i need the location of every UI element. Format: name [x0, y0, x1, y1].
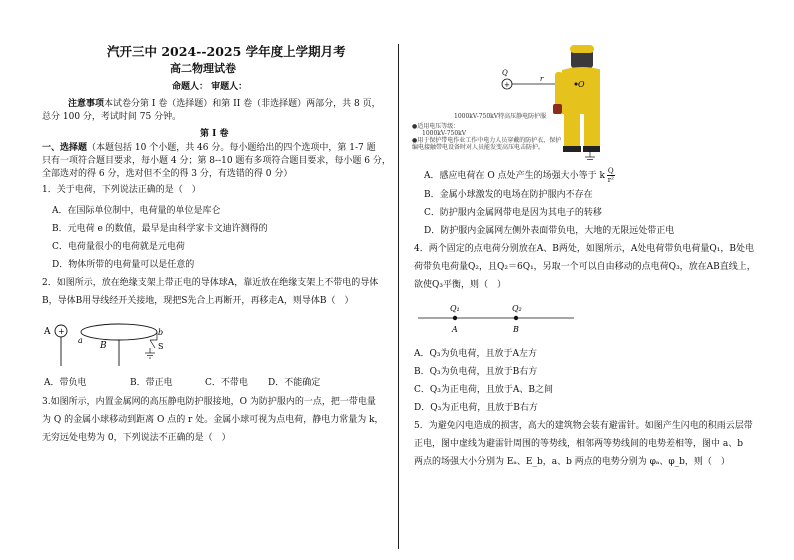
q2-fig-label-a: A — [44, 327, 51, 337]
q3-option-d: D．防护服内金属网左侧外表面带负电，大地的无限远处带正电 — [424, 226, 675, 236]
q4-fig-label-q2: Q₂ — [512, 304, 522, 313]
section-intro-3: 全部选对的得 6 分，选对但不全的得 3 分，有选错的得 0 分） — [42, 169, 293, 179]
q1-option-b: B．元电荷 e 的数值，最早是由科学家卡文迪许测得的 — [52, 224, 268, 234]
exam-authors: 命题人： 审题人： — [172, 82, 248, 92]
q1-stem: 1．关于电荷，下列说法正确的是（ ） — [42, 185, 201, 195]
q4-fig-label-b: B — [513, 325, 519, 334]
suit-caption: 1000kV-750kV特高压静电防护服 — [454, 113, 547, 120]
conductor-b — [81, 324, 157, 340]
q1-option-c: C．电荷量很小的电荷就是元电荷 — [52, 242, 185, 252]
suit-body — [562, 67, 600, 114]
q4-stem-1: 4．两个固定的点电荷分别放在A、B两处，如图所示，A处电荷带负电荷量Q₁，B处电 — [414, 244, 754, 254]
suit-boot-left — [563, 146, 581, 152]
q4-figure — [414, 300, 584, 336]
notice-line-1: 注意事项本试卷分第 I 卷（选择题）和第 II 卷（非选择题）两部分，共 8 页， — [68, 99, 381, 109]
q3-fig-label-o: O — [578, 80, 585, 89]
q1-option-a: A．在国际单位制中，电荷量的单位是库仑 — [52, 206, 221, 216]
q3-fig-label-r: r — [540, 75, 544, 83]
q4-stem-3: 欲使Q₃平衡，则（ ） — [414, 280, 506, 290]
column-divider — [398, 44, 399, 549]
suit-leg-right — [584, 114, 600, 148]
q4-option-b: B．Q₃为负电荷，且放于B右方 — [414, 367, 538, 377]
q4-option-d: D．Q₃为正电荷，且放于B右方 — [414, 403, 538, 413]
q1-option-d: D．物体所带的电荷量可以是任意的 — [52, 260, 195, 270]
q5-stem-3: 两点的场强大小分别为 Eₐ、E_b，a、b 两点的电势分别为 φₐ、φ_b，则（ ） — [414, 457, 730, 467]
q2-fig-plus: + — [58, 327, 65, 336]
q2-option-b: B．带正电 — [130, 378, 173, 388]
q2-stem-2: B，导体B用导线经开关接地，现把S先合上再断开，再移走A，则导体B（ ） — [42, 296, 354, 306]
section-intro-label: 一、选择题 — [42, 143, 88, 153]
q2-option-a: A．带负电 — [44, 378, 87, 388]
q3-option-a: A．感应电荷在 O 点处产生的场强大小等于 k $\frac{Q}{\text{r²}}$ — [424, 167, 614, 184]
q2-option-c: C．不带电 — [205, 378, 248, 388]
q2-fig-label-a-end: a — [78, 336, 83, 345]
q4-stem-2: 荷带负电荷量Q₂，且Q₂＝6Q₁，另取一个可以自由移动的点电荷Q₃，放在AB直线上， — [414, 262, 756, 272]
q3-stem-2: 为 Q 的金属小球移动到距离 O 点的 r 处。金属小球可视为点电荷，静电力常量为 k， — [42, 415, 384, 425]
q2-fig-label-b-end: b — [158, 328, 164, 337]
q2-fig-label-b: B — [100, 341, 107, 351]
q3-fig-plus: + — [504, 81, 510, 89]
exam-subtitle: 高二物理试卷 — [170, 62, 236, 75]
q3-option-b: B．金属小球激发的电场在防护服内不存在 — [424, 190, 593, 200]
suit-bullet-2: ●用于保护带电作业工作中电力人员穿戴的防护衣，保护 — [412, 137, 562, 144]
q4-option-a: A．Q₃为负电荷，且放于A左方 — [414, 349, 537, 359]
q3-stem-1: 3.如图所示，内置金属网的高压静电防护服接地，O 为防护服内的一点，把一带电量 — [42, 397, 376, 407]
switch-s — [150, 340, 155, 348]
exam-title: 汽开三中 2024--2025 学年度上学期月考 — [107, 44, 346, 59]
q5-stem-2: 正电，图中虚线为避雷针周围的等势线，相邻两等势线间的电势差相等，图中 a、b — [414, 439, 743, 449]
q3-stem-3: 无穷远处电势为 0，下列说法不正确的是（ ） — [42, 433, 231, 443]
q3-fig-label-q: Q — [502, 69, 508, 77]
suit-bullet-1b: 1000kV-750kV — [422, 130, 467, 137]
q4-fig-label-a: A — [452, 325, 458, 334]
q5-stem-1: 5．为避免闪电造成的损害，高大的建筑物会装有避雷针。如图产生闪电的积雨云层带 — [414, 421, 753, 431]
section-intro-1: 一、选择题（本题包括 10 个小题，共 46 分。每小题给出的四个选项中，第 1-7 题 — [42, 143, 376, 153]
q4-option-c: C．Q₃为正电荷，且放于A、B之间 — [414, 385, 553, 395]
notice-label: 注意事项 — [68, 99, 105, 109]
suit-leg-left — [564, 114, 580, 148]
q2-stem-1: 2．如图所示，放在绝缘支架上带正电的导体球A，靠近放在绝缘支架上不带电的导体 — [42, 278, 379, 288]
q2-fig-label-s: S — [158, 342, 164, 351]
q2-option-d: D．不能确定 — [268, 378, 321, 388]
q3-option-c: C．防护服内金属网带电是因为其电子的转移 — [424, 208, 602, 218]
charge-q1 — [453, 316, 457, 320]
suit-hood — [570, 45, 594, 53]
suit-bullet-2b: 编电接触带电设备时对人员能发变高压电击防护。 — [412, 144, 545, 151]
notice-line-2: 总分 100 分，考试时间 75 分钟。 — [42, 112, 182, 122]
section-intro-2: 只有一项符合题目要求，每小题 4 分；第 8--10 题有多项符合题目要求，每小题 6 分， — [42, 156, 391, 166]
q3-option-a-fraction: $\frac{Q}{\text{r²}}$ — [607, 167, 614, 184]
section-heading: 第 I 卷 — [200, 129, 229, 139]
charge-q2 — [514, 316, 518, 320]
suit-boot-right — [583, 146, 600, 152]
suit-bullet-1: ●适用电压等级： — [412, 123, 460, 130]
q2-figure — [42, 315, 202, 367]
suit-arm-left — [555, 72, 563, 106]
q4-fig-label-q1: Q₁ — [450, 304, 460, 313]
suit-glove-left — [553, 104, 562, 114]
